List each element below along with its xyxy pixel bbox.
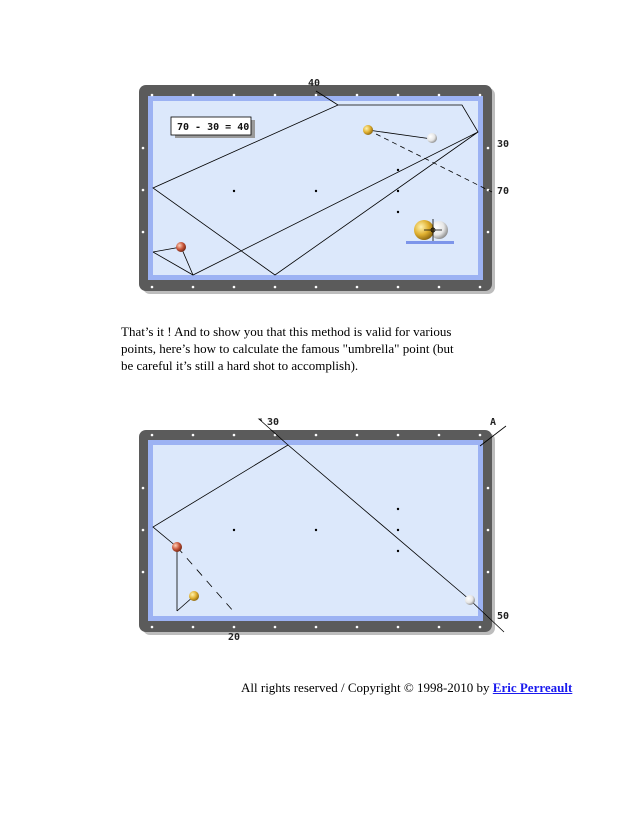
diagram-one xyxy=(0,70,638,310)
label-30-b: 30 xyxy=(267,417,280,428)
copyright-text: All rights reserved / Copyright © 1998-2010 by xyxy=(241,680,490,695)
diagram-two xyxy=(0,405,638,650)
aim-underline xyxy=(406,241,454,244)
label-30: 30 xyxy=(497,139,510,150)
table-diagram-two xyxy=(0,405,638,650)
red-ball xyxy=(176,242,186,252)
equation-text: 70 - 30 = 40 xyxy=(177,122,250,133)
label-A: A xyxy=(490,417,497,428)
author-link[interactable]: Eric Perreault xyxy=(492,680,573,695)
label-70: 70 xyxy=(497,186,510,197)
label-50: 50 xyxy=(497,611,510,622)
table-diagram-one xyxy=(0,70,638,310)
footer-line xyxy=(241,680,572,696)
red-ball-2 xyxy=(172,542,182,552)
cue-ball-2 xyxy=(465,595,475,605)
yellow-ball-2 xyxy=(189,591,199,601)
explanation-paragraph: That’s it ! And to show you that this method is valid for various points, here’s how to calculate the famous "umbrella" point (but be careful it’s still a hard shot to accomplish). xyxy=(121,324,454,373)
label-40: 40 xyxy=(308,78,321,89)
label-20: 20 xyxy=(228,632,241,643)
cue-ball xyxy=(427,133,437,143)
yellow-ball xyxy=(363,125,373,135)
